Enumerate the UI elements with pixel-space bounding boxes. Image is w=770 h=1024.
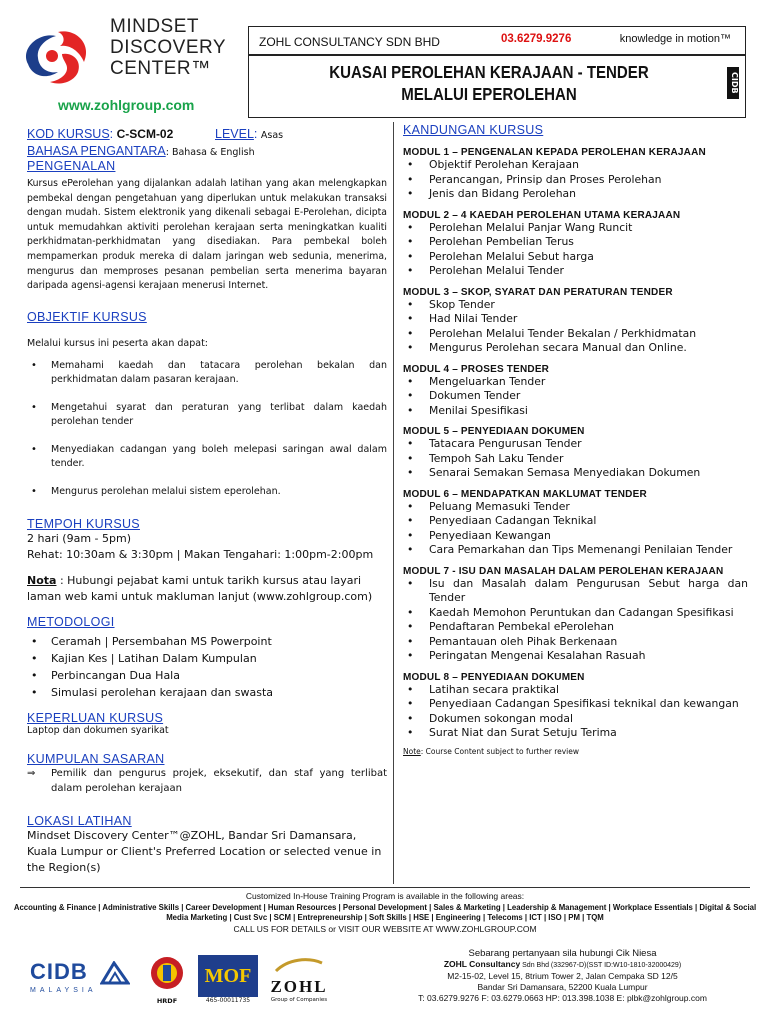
module-item: • Peluang Memasuki Tender [403,500,748,515]
contact-line-3: M2-15-02, Level 15, 8trium Tower 2, Jalan Cempaka SD 12/5 [447,971,678,981]
module-block [403,147,748,202]
module-item: • Mengeluarkan Tender [403,375,748,390]
header-box [248,26,746,118]
contact-line-5: T: 03.6279.9276 F: 03.6279.0663 HP: 013.398.1038 E: plbk@zohlgroup.com [418,993,707,1003]
methodology-item: • Ceramah | Persembahan MS Powerpoint [27,633,387,650]
duration-note [27,573,387,605]
objectives-list [27,359,387,499]
zohl-logo [264,957,334,1007]
module-block [403,426,748,481]
side-code-badge: CIDB [727,67,739,99]
objective-item: • Menyediakan cadangan yang boleh melepasi saringan awal dalam tender. [27,443,387,471]
module-item: • Tempoh Sah Laku Tender [403,452,748,467]
module-title: MODUL 8 – PENYEDIAAN DOKUMEN [403,671,585,683]
methodology-item: • Simulasi perolehan kerajaan dan swasta [27,684,387,701]
company-phone: 03.6279.9276 [501,33,572,45]
target-heading: KUMPULAN SASARAN [27,751,165,766]
module-item: • Cara Pemarkahan dan Tips Memenangi Penilaian Tender [403,543,748,558]
module-items [403,500,748,558]
module-title: MODUL 4 – PROSES TENDER [403,363,550,375]
right-column [403,123,748,756]
objective-item: • Mengetahui syarat dan peraturan yang terlibat dalam kaedah perolehan tender [27,401,387,429]
logo-line-1: MINDSET [110,16,199,37]
brand-logo [18,10,248,96]
module-title: MODUL 5 – PENYEDIAAN DOKUMEN [403,426,585,437]
content-heading: KANDUNGAN KURSUS [403,123,544,137]
methodology-heading: METODOLOGI [27,614,115,629]
module-items [403,437,748,481]
mof-logo [198,955,258,1011]
footer-intro: Customized In-House Training Program is available in the following areas: [245,891,525,901]
hrdf-logo [145,955,189,1007]
zohl-logo-sub: Group of Companies [270,997,328,1003]
module-block [403,287,748,356]
contact-company-reg: Sdn Bhd (332967-D)(SST ID:W10-1810-32000429) [520,962,682,969]
module-item: • Perolehan Melalui Tender [403,264,748,279]
footer-areas: Accounting & Finance | Administrative Skills | Career Development | Human Resources | Personal Development | Sales & Marketing | Leadership & Management | Workplace Essentials | Digital & Social Media Marketing | Cust Svc | SCM | Entrepreneurship | Soft Skills | HSE | Engineering | Telecoms | ICT | ISO | PM | TQM [13,903,757,922]
duration-line-2: Rehat: 10:30am & 3:30pm | Makan Tengahari: 1:00pm-2:00pm [27,547,374,561]
duration-note-label: Nota [27,573,57,587]
content-note-label: Note [403,746,421,756]
location-text: Mindset Discovery Center™@ZOHL, Bandar Sri Damansara, Kuala Lumpur or Client's Preferred Location or selected venue in the Region(s) [27,828,382,874]
methodology-item: • Perbincangan Dua Hala [27,667,387,684]
level-value: Asas [260,130,284,141]
module-item: • Penyediaan Kewangan [403,529,748,544]
module-item: • Senarai Semakan Semasa Menyediakan Dokumen [403,466,748,481]
module-item: • Latihan secara praktikal [403,683,748,698]
module-item: • Perolehan Pembelian Terus [403,235,748,250]
course-code-value: C-SCM-02 [116,127,174,141]
logo-line-2: DISCOVERY [110,37,227,58]
company-tagline: knowledge in motion™ [619,33,731,45]
course-title: KUASAI PEROLEHAN KERAJAAN - TENDER MELALUI EPEROLEHAN [329,62,649,104]
module-item: • Skop Tender [403,298,748,313]
module-title: MODUL 7 - ISU DAN MASALAH DALAM PEROLEHAN KERAJAAN [403,565,724,577]
objectives-heading: OBJEKTIF KURSUS [27,309,147,324]
module-items [403,683,748,741]
left-column [27,123,387,876]
module-item: • Had Nilai Tender [403,312,748,327]
contact-company: ZOHL Consultancy [443,959,521,969]
target-text: ⇒ Pemilik dan pengurus projek, eksekutif, dan staf yang terlibat dalam perolehan kerajaan [27,766,387,796]
intro-heading: PENGENALAN [27,159,116,173]
hrdf-emblem-icon [147,955,187,993]
module-block [403,210,748,279]
module-title: MODUL 1 – PENGENALAN KEPADA PEROLEHAN KERAJAAN [403,147,706,158]
module-item: • Perancangan, Prinsip dan Proses Perolehan [403,173,748,188]
duration-heading: TEMPOH KURSUS [27,516,140,531]
website-link[interactable]: www.zohlgroup.com [58,97,195,113]
level-label: LEVEL [215,127,254,141]
module-item: • Dokumen Tender [403,389,748,404]
intro-text: Kursus ePerolehan yang dijalankan adalah latihan yang akan melengkapkan pembekal dengan pengetahuan yang diperlukan untuk melakukan transaksi dengan mudah. Sistem elektronik yang dikenali sebagai E-Perolehan, dicipta untuk memudahkan aktiviti perolehan kerajaan serta meningkatkan kualiti perkhidmatan-perkhidmatan yang disediakan. Para pembekal boleh mempamerkan produk mereka di dalam jaringan web sedunia, menerima, mengurus dan memproses pesanan pembelian serta menerima bayaran daripada agensi-agensi kerajaan menerusi Internet. [27,178,387,292]
module-item: • Perolehan Melalui Panjar Wang Runcit [403,221,748,236]
module-item: • Perolehan Melalui Sebut harga [403,250,748,265]
module-item: • Isu dan Masalah dalam Pengurusan Sebut harga dan Tender [403,577,748,606]
module-items [403,577,748,664]
objectives-lead: Melalui kursus ini peserta akan dapat: [27,337,209,349]
module-item: • Pendaftaran Pembekal ePerolehan [403,620,748,635]
module-item: • Penyediaan Cadangan Spesifikasi teknikal dan kewangan [403,697,748,712]
module-items [403,375,748,419]
mof-logo-number: 465-00011735 [205,997,251,1004]
language-label: BAHASA PENGANTARA [27,144,166,158]
contact-line-2 [380,959,745,971]
module-list [403,147,748,741]
module-item: • Penyediaan Cadangan Teknikal [403,514,748,529]
module-item: • Pemantauan oleh Pihak Berkenaan [403,635,748,650]
course-code-label: KOD KURSUS [27,127,110,141]
company-name: ZOHL CONSULTANCY SDN BHD [259,35,440,49]
cidb-logo-text: CIDB [30,959,88,984]
module-item: • Mengurus Perolehan secara Manual dan Online. [403,341,748,356]
module-items [403,158,748,202]
mindset-logo-icon [18,24,94,90]
module-block [403,672,748,741]
methodology-item: • Kajian Kes | Latihan Dalam Kumpulan [27,650,387,667]
partner-logos [30,955,370,1013]
methodology-list [27,633,387,701]
mof-logo-text: MOF [198,955,258,997]
footer-divider [20,887,750,888]
cidb-logo-sub: MALAYSIA [30,987,97,994]
module-block [403,489,748,558]
contact-line-4: Bandar Sri Damansara, 52200 Kuala Lumpur [477,982,648,992]
column-divider [393,122,394,884]
footer-cta: CALL US FOR DETAILS or VISIT OUR WEBSITE AT WWW.ZOHLGROUP.COM [233,924,537,934]
module-title: MODUL 3 – SKOP, SYARAT DAN PERATURAN TENDER [403,286,673,298]
header-divider [249,54,745,56]
module-item: • Perolehan Melalui Tender Bekalan / Perkhidmatan [403,327,748,342]
logo-line-3: CENTER™ [110,58,211,79]
course-code-row: KOD KURSUS: C-SCM-02 LEVEL: Asas [27,127,284,141]
module-item: • Kaedah Memohon Peruntukan dan Cadangan Spesifikasi [403,606,748,621]
contact-block [380,948,745,1004]
content-note-text: : Course Content subject to further review [420,746,579,756]
location-heading: LOKASI LATIHAN [27,813,132,828]
language-row: BAHASA PENGANTARA: Bahasa & English [27,144,255,158]
module-title: MODUL 2 – 4 KAEDAH PEROLEHAN UTAMA KERAJAAN [403,209,681,221]
content-note [403,747,748,756]
module-item: • Peringatan Mengenai Kesalahan Rasuah [403,649,748,664]
module-item: • Dokumen sokongan modal [403,712,748,727]
module-items [403,221,748,279]
module-item: • Jenis dan Bidang Perolehan [403,187,748,202]
module-item: • Surat Niat dan Surat Setuju Terima [403,726,748,741]
module-item: • Menilai Spesifikasi [403,404,748,419]
module-items [403,298,748,356]
duration-note-text: : Hubungi pejabat kami untuk tarikh kursus atau layari laman web kami untuk makluman lanjut (www.zohlgroup.com) [27,573,373,603]
module-title: MODUL 6 – MENDAPATKAN MAKLUMAT TENDER [403,488,647,500]
language-value: Bahasa & English [171,147,255,158]
contact-line-1: Sebarang pertanyaan sila hubungi Cik Niesa [468,948,657,959]
cidb-logo [30,959,130,1003]
module-item: • Tatacara Pengurusan Tender [403,437,748,452]
module-block [403,364,748,419]
module-item: • Objektif Perolehan Kerajaan [403,158,748,173]
cidb-mark-icon [100,961,130,985]
requirements-heading: KEPERLUAN KURSUS [27,710,164,725]
zohl-logo-text: ZOHL [270,977,328,996]
objective-item: • Mengurus perolehan melalui sistem eperolehan. [27,485,387,499]
objective-item: • Memahami kaedah dan tatacara perolehan bekalan dan perkhidmatan dalam pasaran kerajaan. [27,359,387,387]
duration-line-1: 2 hari (9am - 5pm) [27,531,131,545]
requirements-text: Laptop dan dokumen syarikat [27,724,169,736]
hrdf-logo-text: HRDF [156,997,178,1005]
module-block [403,566,748,664]
zohl-swoosh-icon [274,957,324,973]
